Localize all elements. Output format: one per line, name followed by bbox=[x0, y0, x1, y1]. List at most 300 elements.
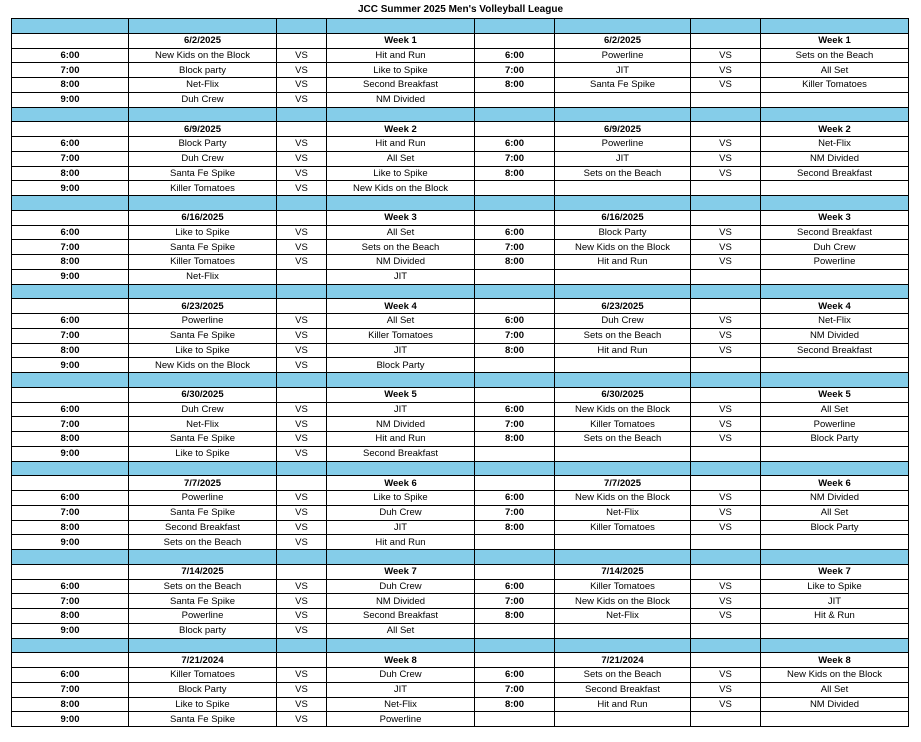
game-row bbox=[12, 682, 909, 697]
vs-label: VS bbox=[691, 343, 761, 358]
empty-cell bbox=[475, 181, 555, 196]
schedule-table bbox=[11, 18, 909, 727]
separator-cell bbox=[691, 107, 761, 122]
empty-cell bbox=[691, 181, 761, 196]
separator-cell bbox=[761, 19, 909, 34]
empty-cell bbox=[691, 210, 761, 225]
game-time: 7:00 bbox=[12, 151, 129, 166]
game-date: 6/23/2025 bbox=[129, 299, 277, 314]
away-team: All Set bbox=[761, 402, 909, 417]
separator-cell bbox=[12, 373, 129, 388]
week-label: Week 3 bbox=[761, 210, 909, 225]
game-row bbox=[12, 609, 909, 624]
empty-cell bbox=[475, 33, 555, 48]
separator-cell bbox=[129, 373, 277, 388]
game-time: 9:00 bbox=[12, 269, 129, 284]
game-time: 7:00 bbox=[12, 594, 129, 609]
separator-cell bbox=[475, 196, 555, 211]
home-team: Like to Spike bbox=[129, 697, 277, 712]
game-time: 8:00 bbox=[475, 609, 555, 624]
away-team: All Set bbox=[327, 623, 475, 638]
home-team: Net-Flix bbox=[129, 417, 277, 432]
vs-label: VS bbox=[691, 314, 761, 329]
vs-label: VS bbox=[277, 417, 327, 432]
home-team: Duh Crew bbox=[129, 402, 277, 417]
home-team: Killer Tomatoes bbox=[555, 417, 691, 432]
home-team: Like to Spike bbox=[129, 343, 277, 358]
week-separator-row bbox=[12, 19, 909, 34]
separator-cell bbox=[277, 373, 327, 388]
empty-cell bbox=[475, 623, 555, 638]
game-row bbox=[12, 505, 909, 520]
separator-cell bbox=[475, 19, 555, 34]
empty-cell bbox=[277, 33, 327, 48]
home-team: Powerline bbox=[555, 48, 691, 63]
separator-cell bbox=[327, 550, 475, 565]
game-time: 7:00 bbox=[475, 682, 555, 697]
vs-label: VS bbox=[277, 48, 327, 63]
home-team: Killer Tomatoes bbox=[555, 520, 691, 535]
vs-label: VS bbox=[691, 594, 761, 609]
game-date: 6/30/2025 bbox=[555, 387, 691, 402]
vs-label: VS bbox=[277, 255, 327, 270]
vs-label: VS bbox=[277, 78, 327, 93]
week-label: Week 6 bbox=[327, 476, 475, 491]
separator-cell bbox=[761, 196, 909, 211]
separator-cell bbox=[277, 461, 327, 476]
empty-cell bbox=[277, 653, 327, 668]
away-team: NM Divided bbox=[761, 328, 909, 343]
game-date: 6/30/2025 bbox=[129, 387, 277, 402]
vs-label: VS bbox=[277, 328, 327, 343]
empty-cell bbox=[691, 446, 761, 461]
separator-cell bbox=[12, 284, 129, 299]
home-team: Sets on the Beach bbox=[555, 432, 691, 447]
empty-cell bbox=[691, 92, 761, 107]
empty-cell bbox=[12, 210, 129, 225]
empty-cell bbox=[761, 269, 909, 284]
separator-cell bbox=[761, 107, 909, 122]
week-header-row bbox=[12, 476, 909, 491]
empty-cell bbox=[277, 210, 327, 225]
week-header-row bbox=[12, 122, 909, 137]
home-team: Duh Crew bbox=[129, 92, 277, 107]
week-label: Week 5 bbox=[327, 387, 475, 402]
away-team: Block Party bbox=[327, 358, 475, 373]
home-team: Powerline bbox=[129, 314, 277, 329]
game-date: 7/21/2024 bbox=[129, 653, 277, 668]
home-team: Block party bbox=[129, 623, 277, 638]
separator-cell bbox=[12, 550, 129, 565]
away-team: Net-Flix bbox=[761, 137, 909, 152]
home-team: Santa Fe Spike bbox=[129, 166, 277, 181]
vs-label: VS bbox=[277, 225, 327, 240]
week-label: Week 4 bbox=[327, 299, 475, 314]
separator-cell bbox=[327, 19, 475, 34]
separator-cell bbox=[12, 19, 129, 34]
home-team: Block Party bbox=[129, 137, 277, 152]
empty-cell bbox=[761, 181, 909, 196]
game-time: 6:00 bbox=[12, 314, 129, 329]
separator-cell bbox=[475, 373, 555, 388]
week-label: Week 4 bbox=[761, 299, 909, 314]
separator-cell bbox=[129, 550, 277, 565]
separator-cell bbox=[475, 638, 555, 653]
home-team: Santa Fe Spike bbox=[129, 712, 277, 727]
game-time: 6:00 bbox=[475, 579, 555, 594]
game-time: 8:00 bbox=[12, 255, 129, 270]
away-team: Like to Spike bbox=[327, 63, 475, 78]
home-team: Killer Tomatoes bbox=[129, 181, 277, 196]
week-header-row bbox=[12, 564, 909, 579]
home-team: Hit and Run bbox=[555, 343, 691, 358]
week-header-row bbox=[12, 387, 909, 402]
home-team: Sets on the Beach bbox=[555, 668, 691, 683]
separator-cell bbox=[475, 284, 555, 299]
game-row bbox=[12, 225, 909, 240]
home-team: JIT bbox=[555, 63, 691, 78]
game-time: 8:00 bbox=[475, 166, 555, 181]
away-team: Hit and Run bbox=[327, 137, 475, 152]
vs-label: VS bbox=[691, 63, 761, 78]
empty-cell bbox=[12, 476, 129, 491]
vs-label: VS bbox=[691, 255, 761, 270]
empty-cell bbox=[12, 653, 129, 668]
separator-cell bbox=[129, 107, 277, 122]
home-team: Santa Fe Spike bbox=[129, 432, 277, 447]
game-date: 6/16/2025 bbox=[555, 210, 691, 225]
game-row bbox=[12, 269, 909, 284]
empty-cell bbox=[277, 387, 327, 402]
game-date: 6/2/2025 bbox=[129, 33, 277, 48]
away-team: Second Breakfast bbox=[761, 166, 909, 181]
empty-cell bbox=[691, 535, 761, 550]
away-team: JIT bbox=[327, 402, 475, 417]
home-team: Net-Flix bbox=[555, 609, 691, 624]
separator-cell bbox=[277, 196, 327, 211]
game-time: 8:00 bbox=[475, 343, 555, 358]
vs-label bbox=[277, 269, 327, 284]
separator-cell bbox=[12, 107, 129, 122]
game-date: 6/9/2025 bbox=[555, 122, 691, 137]
game-time: 9:00 bbox=[12, 446, 129, 461]
game-row bbox=[12, 63, 909, 78]
empty-cell bbox=[475, 535, 555, 550]
separator-cell bbox=[129, 284, 277, 299]
separator-cell bbox=[555, 19, 691, 34]
away-team: Killer Tomatoes bbox=[761, 78, 909, 93]
home-team: Block Party bbox=[555, 225, 691, 240]
separator-cell bbox=[475, 107, 555, 122]
home-team: New Kids on the Block bbox=[555, 402, 691, 417]
separator-cell bbox=[12, 196, 129, 211]
game-time: 7:00 bbox=[12, 682, 129, 697]
empty-cell bbox=[475, 476, 555, 491]
home-team: Second Breakfast bbox=[555, 682, 691, 697]
empty-cell bbox=[475, 564, 555, 579]
separator-cell bbox=[277, 550, 327, 565]
home-team: New Kids on the Block bbox=[129, 48, 277, 63]
away-team: JIT bbox=[327, 343, 475, 358]
home-team: Net-Flix bbox=[129, 78, 277, 93]
away-team: Second Breakfast bbox=[327, 78, 475, 93]
vs-label: VS bbox=[277, 579, 327, 594]
separator-cell bbox=[129, 461, 277, 476]
home-team: New Kids on the Block bbox=[555, 240, 691, 255]
vs-label: VS bbox=[277, 92, 327, 107]
game-row bbox=[12, 314, 909, 329]
game-time: 7:00 bbox=[475, 594, 555, 609]
vs-label: VS bbox=[691, 417, 761, 432]
away-team: Block Party bbox=[761, 520, 909, 535]
vs-label: VS bbox=[691, 137, 761, 152]
game-date: 6/9/2025 bbox=[129, 122, 277, 137]
vs-label: VS bbox=[277, 505, 327, 520]
game-time: 7:00 bbox=[475, 328, 555, 343]
game-date: 7/7/2025 bbox=[555, 476, 691, 491]
empty-cell bbox=[277, 122, 327, 137]
home-team: Killer Tomatoes bbox=[555, 579, 691, 594]
away-team: Duh Crew bbox=[327, 505, 475, 520]
empty-cell bbox=[12, 33, 129, 48]
home-team: Sets on the Beach bbox=[555, 328, 691, 343]
empty-cell bbox=[691, 33, 761, 48]
vs-label: VS bbox=[277, 682, 327, 697]
home-team: Powerline bbox=[129, 491, 277, 506]
empty-cell bbox=[761, 446, 909, 461]
week-separator-row bbox=[12, 196, 909, 211]
separator-cell bbox=[555, 196, 691, 211]
separator-cell bbox=[555, 461, 691, 476]
separator-cell bbox=[277, 19, 327, 34]
vs-label: VS bbox=[277, 668, 327, 683]
separator-cell bbox=[691, 373, 761, 388]
home-team: Like to Spike bbox=[129, 446, 277, 461]
empty-cell bbox=[277, 564, 327, 579]
vs-label: VS bbox=[691, 579, 761, 594]
empty-cell bbox=[555, 535, 691, 550]
empty-cell bbox=[12, 122, 129, 137]
separator-cell bbox=[761, 461, 909, 476]
empty-cell bbox=[475, 653, 555, 668]
empty-cell bbox=[691, 299, 761, 314]
empty-cell bbox=[12, 564, 129, 579]
vs-label: VS bbox=[691, 668, 761, 683]
game-row bbox=[12, 78, 909, 93]
home-team: Hit and Run bbox=[555, 697, 691, 712]
separator-cell bbox=[691, 19, 761, 34]
game-time: 8:00 bbox=[12, 609, 129, 624]
empty-cell bbox=[555, 269, 691, 284]
vs-label: VS bbox=[691, 240, 761, 255]
week-separator-row bbox=[12, 107, 909, 122]
vs-label: VS bbox=[691, 682, 761, 697]
home-team: Santa Fe Spike bbox=[129, 505, 277, 520]
away-team: Hit and Run bbox=[327, 432, 475, 447]
vs-label: VS bbox=[277, 402, 327, 417]
empty-cell bbox=[475, 269, 555, 284]
separator-cell bbox=[277, 284, 327, 299]
away-team: Duh Crew bbox=[327, 668, 475, 683]
vs-label: VS bbox=[691, 609, 761, 624]
empty-cell bbox=[475, 92, 555, 107]
vs-label: VS bbox=[691, 78, 761, 93]
vs-label: VS bbox=[277, 594, 327, 609]
game-row bbox=[12, 594, 909, 609]
empty-cell bbox=[691, 623, 761, 638]
empty-cell bbox=[475, 210, 555, 225]
vs-label: VS bbox=[277, 520, 327, 535]
empty-cell bbox=[555, 92, 691, 107]
away-team: Second Breakfast bbox=[761, 225, 909, 240]
week-label: Week 5 bbox=[761, 387, 909, 402]
separator-cell bbox=[691, 284, 761, 299]
game-date: 7/21/2024 bbox=[555, 653, 691, 668]
separator-cell bbox=[691, 638, 761, 653]
away-team: Hit & Run bbox=[761, 609, 909, 624]
empty-cell bbox=[555, 623, 691, 638]
empty-cell bbox=[555, 358, 691, 373]
game-date: 6/23/2025 bbox=[555, 299, 691, 314]
separator-cell bbox=[475, 550, 555, 565]
game-row bbox=[12, 579, 909, 594]
week-label: Week 7 bbox=[327, 564, 475, 579]
week-header-row bbox=[12, 653, 909, 668]
separator-cell bbox=[327, 284, 475, 299]
game-row bbox=[12, 417, 909, 432]
away-team: Sets on the Beach bbox=[761, 48, 909, 63]
away-team: Net-Flix bbox=[761, 314, 909, 329]
away-team: Killer Tomatoes bbox=[327, 328, 475, 343]
separator-cell bbox=[129, 196, 277, 211]
home-team: Powerline bbox=[555, 137, 691, 152]
vs-label: VS bbox=[691, 520, 761, 535]
home-team: JIT bbox=[555, 151, 691, 166]
game-time: 9:00 bbox=[12, 92, 129, 107]
empty-cell bbox=[691, 564, 761, 579]
game-time: 8:00 bbox=[475, 432, 555, 447]
separator-cell bbox=[691, 550, 761, 565]
separator-cell bbox=[555, 550, 691, 565]
away-team: Sets on the Beach bbox=[327, 240, 475, 255]
home-team: New Kids on the Block bbox=[555, 491, 691, 506]
empty-cell bbox=[277, 476, 327, 491]
game-time: 7:00 bbox=[12, 240, 129, 255]
game-date: 7/14/2025 bbox=[129, 564, 277, 579]
game-row bbox=[12, 520, 909, 535]
vs-label: VS bbox=[691, 328, 761, 343]
game-time: 7:00 bbox=[475, 151, 555, 166]
vs-label: VS bbox=[277, 343, 327, 358]
game-time: 9:00 bbox=[12, 712, 129, 727]
away-team: NM Divided bbox=[327, 417, 475, 432]
week-label: Week 7 bbox=[761, 564, 909, 579]
game-row bbox=[12, 240, 909, 255]
away-team: Block Party bbox=[761, 432, 909, 447]
separator-cell bbox=[475, 461, 555, 476]
game-time: 7:00 bbox=[475, 63, 555, 78]
separator-cell bbox=[555, 107, 691, 122]
separator-cell bbox=[129, 19, 277, 34]
week-label: Week 6 bbox=[761, 476, 909, 491]
away-team: Powerline bbox=[761, 417, 909, 432]
game-time: 8:00 bbox=[12, 520, 129, 535]
game-date: 7/7/2025 bbox=[129, 476, 277, 491]
week-separator-row bbox=[12, 638, 909, 653]
vs-label: VS bbox=[691, 432, 761, 447]
vs-label: VS bbox=[277, 240, 327, 255]
empty-cell bbox=[277, 299, 327, 314]
away-team: Like to Spike bbox=[761, 579, 909, 594]
home-team: Sets on the Beach bbox=[129, 579, 277, 594]
away-team: Hit and Run bbox=[327, 48, 475, 63]
game-row bbox=[12, 181, 909, 196]
week-label: Week 1 bbox=[761, 33, 909, 48]
away-team: Second Breakfast bbox=[761, 343, 909, 358]
vs-label: VS bbox=[691, 402, 761, 417]
empty-cell bbox=[475, 387, 555, 402]
vs-label: VS bbox=[277, 712, 327, 727]
separator-cell bbox=[12, 638, 129, 653]
empty-cell bbox=[12, 299, 129, 314]
game-row bbox=[12, 697, 909, 712]
game-time: 7:00 bbox=[12, 63, 129, 78]
vs-label: VS bbox=[277, 137, 327, 152]
home-team: Second Breakfast bbox=[129, 520, 277, 535]
separator-cell bbox=[555, 638, 691, 653]
vs-label: VS bbox=[691, 166, 761, 181]
game-time: 8:00 bbox=[475, 520, 555, 535]
game-time: 6:00 bbox=[475, 137, 555, 152]
vs-label: VS bbox=[691, 505, 761, 520]
game-row bbox=[12, 432, 909, 447]
home-team: Like to Spike bbox=[129, 225, 277, 240]
week-label: Week 8 bbox=[761, 653, 909, 668]
game-time: 8:00 bbox=[475, 697, 555, 712]
game-row bbox=[12, 166, 909, 181]
game-row bbox=[12, 48, 909, 63]
game-time: 9:00 bbox=[12, 623, 129, 638]
home-team: Net-Flix bbox=[555, 505, 691, 520]
separator-cell bbox=[327, 461, 475, 476]
away-team: Second Breakfast bbox=[327, 609, 475, 624]
game-time: 8:00 bbox=[475, 255, 555, 270]
empty-cell bbox=[691, 712, 761, 727]
vs-label: VS bbox=[277, 166, 327, 181]
week-header-row bbox=[12, 299, 909, 314]
vs-label: VS bbox=[277, 63, 327, 78]
separator-cell bbox=[691, 196, 761, 211]
game-time: 8:00 bbox=[12, 697, 129, 712]
game-time: 7:00 bbox=[475, 505, 555, 520]
empty-cell bbox=[691, 122, 761, 137]
empty-cell bbox=[761, 358, 909, 373]
away-team: New Kids on the Block bbox=[761, 668, 909, 683]
away-team: New Kids on the Block bbox=[327, 181, 475, 196]
separator-cell bbox=[761, 284, 909, 299]
home-team: Santa Fe Spike bbox=[129, 328, 277, 343]
game-time: 7:00 bbox=[12, 328, 129, 343]
away-team: NM Divided bbox=[327, 92, 475, 107]
week-label: Week 2 bbox=[327, 122, 475, 137]
empty-cell bbox=[761, 712, 909, 727]
home-team: Sets on the Beach bbox=[555, 166, 691, 181]
game-row bbox=[12, 491, 909, 506]
home-team: Killer Tomatoes bbox=[129, 255, 277, 270]
vs-label: VS bbox=[277, 181, 327, 196]
vs-label: VS bbox=[277, 535, 327, 550]
week-label: Week 3 bbox=[327, 210, 475, 225]
